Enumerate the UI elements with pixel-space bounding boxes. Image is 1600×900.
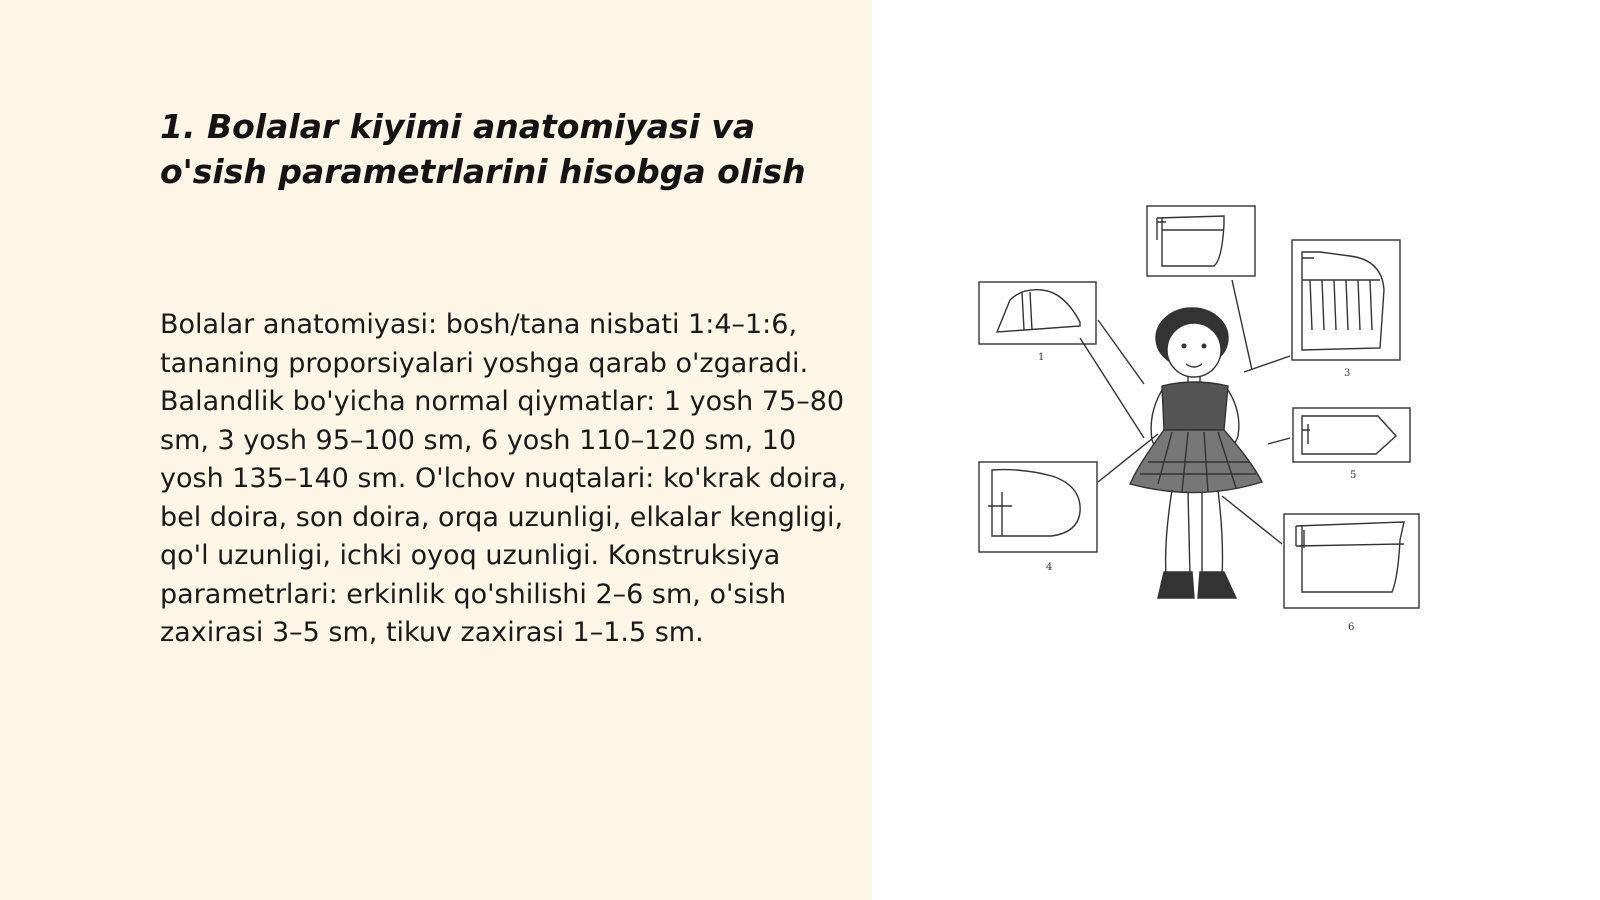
figure-label-3: 3 [1344, 368, 1351, 379]
slide-body-text: Bolalar anatomiyasi: bosh/tana nisbati 1:4–1:6, tananing proporsiyalari yoshga qarab o'zgaradi. Balandlik bo'yicha normal qiymatlar: 1 yosh 75–80 sm, 3 yosh 95–100 sm, 6 yosh 110–120 sm, 10 yosh 135–140 sm. O'lchov nuqtalari: ko'krak doira, bel doira, son doira, orqa uzunligi, elkalar kengligi, qo'l uzunligi, ichki oyoq uzunligi. Konstruksiya parametrlari: erkinlik qo'shilishi 2–6 sm, o'sish zaxirasi 3–5 sm, tikuv zaxirasi 1–1.5 sm. [160, 309, 847, 648]
child-face [1167, 323, 1221, 377]
figure-label-5: 5 [1350, 470, 1357, 481]
pattern-piece-2 [1157, 216, 1224, 266]
arrow-1 [1098, 320, 1144, 384]
figure-label-1: 1 [1038, 352, 1045, 363]
child-bodice [1162, 382, 1228, 430]
pattern-piece-1 [997, 290, 1080, 332]
arrow-2 [1232, 280, 1252, 370]
child-left-leg [1166, 490, 1190, 576]
child-left-boot [1158, 572, 1194, 598]
pattern-piece-4 [988, 470, 1080, 536]
arrow-5 [1268, 438, 1290, 444]
figure-label-6: 6 [1348, 622, 1355, 633]
pattern-box-4 [979, 462, 1097, 552]
arrow-1b [1080, 338, 1144, 438]
pattern-piece-5 [1302, 416, 1396, 454]
arrow-6 [1222, 496, 1282, 544]
child-right-boot [1198, 572, 1236, 598]
slide-title: 1. Bolalar kiyimi anatomiyasi va o'sish parametrlarini hisobga olish [160, 107, 806, 191]
figure-label-4: 4 [1046, 562, 1053, 573]
child-right-leg [1202, 490, 1223, 576]
pattern-piece-3 [1302, 252, 1384, 350]
pattern-piece-6 [1296, 522, 1404, 592]
pattern-box-1 [979, 282, 1096, 344]
child-skirt [1130, 430, 1262, 493]
illustration-svg [952, 200, 1432, 642]
garment-pattern-illustration [952, 200, 1432, 642]
